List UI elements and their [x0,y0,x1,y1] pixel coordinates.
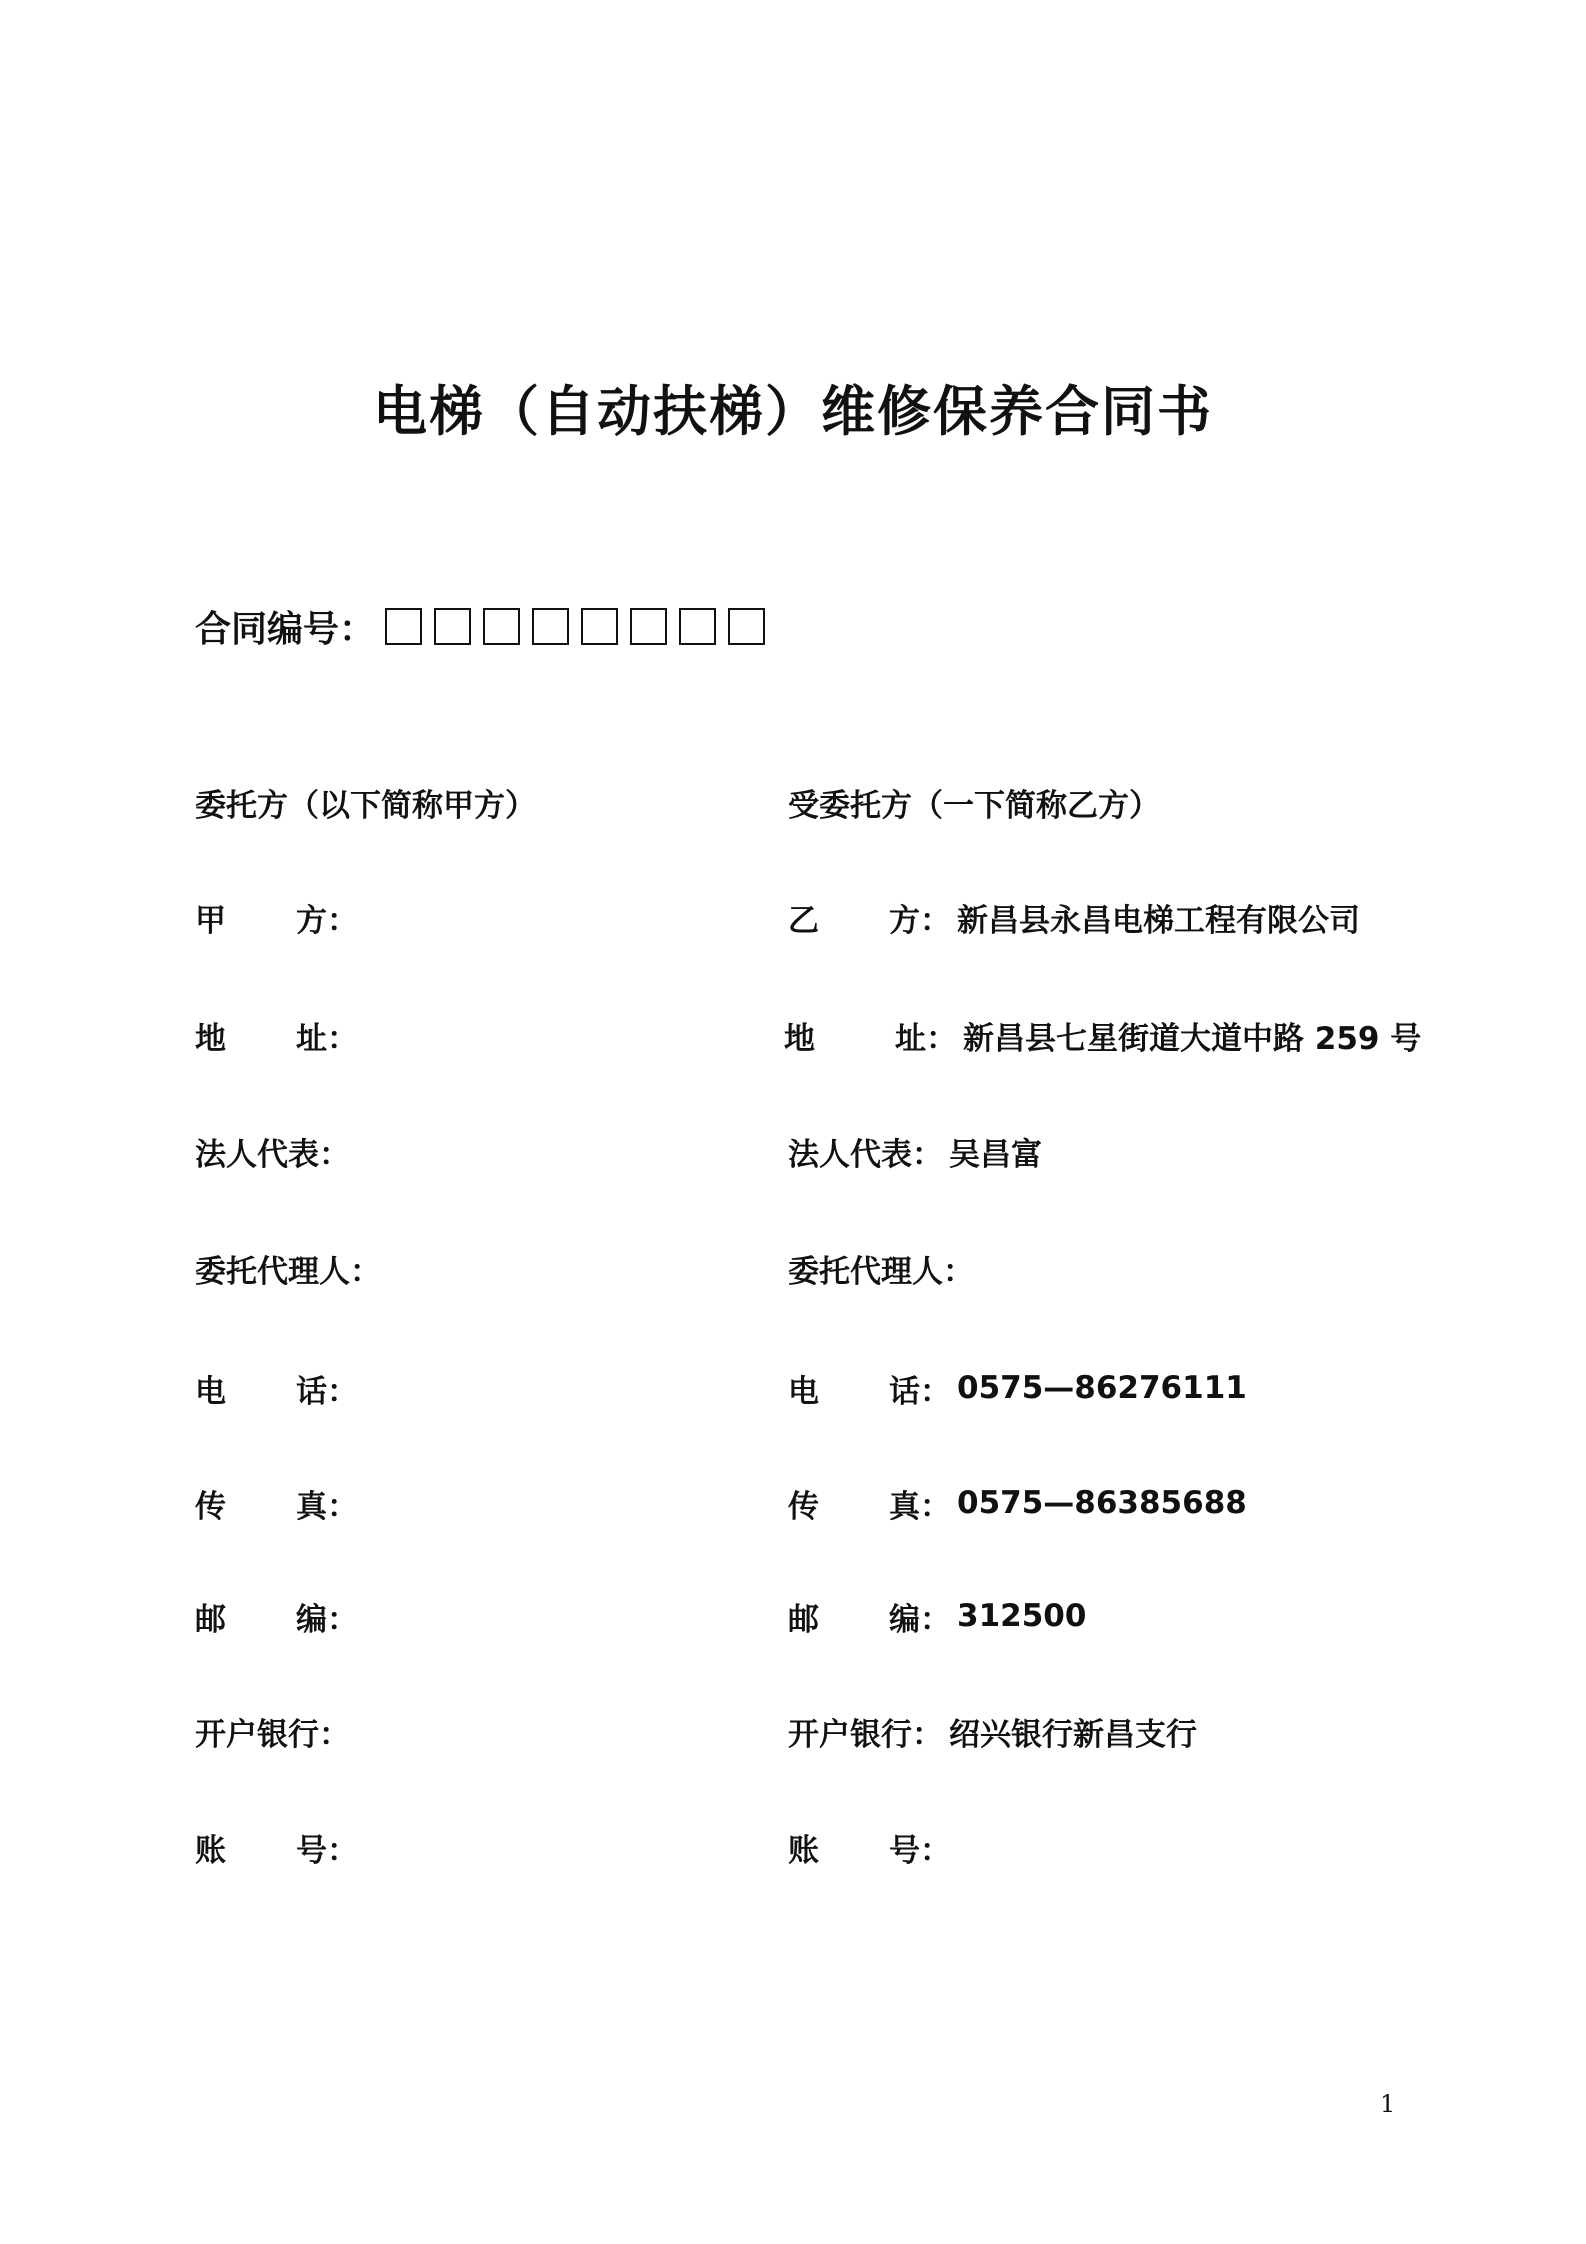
label-char: 话 [889,1373,920,1410]
party-b-header-text: 受委托方（一下简称乙方） [788,787,1160,824]
colon: ： [327,1832,358,1869]
party-b-postcode-row [788,1591,1086,1641]
contract-number-box[interactable] [385,608,422,645]
party-b-legal-rep-row [788,1126,1042,1176]
party-b-phone-value: 0575—86276111 [957,1370,1247,1406]
party-a-agent-label: 委托代理人 [195,1253,350,1290]
colon: ： [319,1136,350,1173]
label-char: 乙 [788,902,819,939]
party-a-address-label [195,1013,327,1058]
party-b-account-row [788,1822,951,1872]
party-b-bank-row [788,1706,1197,1756]
label-char: 传 [788,1488,819,1525]
label-char: 编 [889,1601,920,1638]
colon: ： [920,1601,951,1638]
contract-number-box[interactable] [483,608,520,645]
party-b-address-value: 新昌县七星街道大道中路 259 号 [963,1020,1422,1057]
party-a-postcode-label [195,1594,327,1639]
label-char: 甲 [195,902,226,939]
label-char: 邮 [788,1601,819,1638]
party-b-bank-label: 开户银行 [788,1716,912,1753]
party-b-fax-value: 0575—86385688 [957,1485,1247,1521]
party-a-address-row [195,1010,358,1060]
party-a-account-row [195,1822,358,1872]
party-b-bank-value: 绍兴银行新昌支行 [949,1716,1197,1753]
party-b-postcode-value: 312500 [957,1598,1087,1634]
party-a-name-label [195,895,327,940]
party-b-agent-label: 委托代理人 [788,1253,943,1290]
colon: ： [327,1373,358,1410]
label-char: 方 [296,902,327,939]
contract-number-label: 合同编号： [195,608,376,650]
party-b-address-row [784,1010,1421,1060]
contract-number-boxes [385,608,777,645]
party-a-legal-rep-label: 法人代表 [195,1136,319,1173]
label-char: 电 [788,1373,819,1410]
colon: ： [920,1488,951,1525]
label-char: 号 [889,1832,920,1869]
contract-number-box[interactable] [532,608,569,645]
colon: ： [350,1253,381,1290]
party-b-name-label [788,895,920,940]
label-char: 方 [889,902,920,939]
label-char: 电 [195,1373,226,1410]
colon: ： [926,1020,957,1057]
colon: ： [912,1716,943,1753]
colon: ： [920,1832,951,1869]
party-b-address-label [784,1013,926,1058]
party-a-name-row [195,892,358,942]
party-b-agent-row [788,1243,974,1293]
label-char: 账 [195,1832,226,1869]
colon: ： [920,1373,951,1410]
label-char: 话 [296,1373,327,1410]
colon: ： [327,1601,358,1638]
label-char: 地 [195,1020,226,1057]
contract-number-box[interactable] [434,608,471,645]
party-a-fax-row [195,1478,358,1528]
party-a-bank-label: 开户银行 [195,1716,319,1753]
party-b-header [788,777,1160,827]
label-char: 账 [788,1832,819,1869]
party-b-fax-row [788,1478,1247,1528]
colon: ： [920,902,951,939]
page-title: 电梯（自动扶梯）维修保养合同书 [373,380,1213,443]
contract-number-box[interactable] [679,608,716,645]
party-b-account-label [788,1825,920,1870]
contract-number-box[interactable] [728,608,765,645]
party-a-bank-row [195,1706,350,1756]
colon: ： [327,1020,358,1057]
party-b-postcode-label [788,1594,920,1639]
party-a-header [195,777,536,827]
label-char: 传 [195,1488,226,1525]
label-char: 地 [784,1020,815,1057]
label-char: 编 [296,1601,327,1638]
label-char: 真 [889,1488,920,1525]
party-a-phone-row [195,1363,358,1413]
party-b-name-value: 新昌县永昌电梯工程有限公司 [957,902,1360,939]
party-a-agent-row [195,1243,381,1293]
party-b-name-row [788,892,1360,942]
colon: ： [319,1716,350,1753]
colon: ： [327,1488,358,1525]
label-char: 址 [895,1020,926,1057]
contract-number-box[interactable] [581,608,618,645]
contract-number-box[interactable] [630,608,667,645]
party-b-legal-rep-label: 法人代表 [788,1136,912,1173]
label-char: 真 [296,1488,327,1525]
label-char: 邮 [195,1601,226,1638]
party-a-header-text: 委托方（以下简称甲方） [195,787,536,824]
contract-number-row [195,596,777,656]
party-a-account-label [195,1825,327,1870]
party-b-fax-label [788,1481,920,1526]
party-a-fax-label [195,1481,327,1526]
party-b-legal-rep-value: 吴昌富 [949,1136,1042,1173]
page-number: 1 [1380,2090,1396,2118]
party-a-legal-rep-row [195,1126,350,1176]
label-char: 址 [296,1020,327,1057]
colon: ： [327,902,358,939]
colon: ： [912,1136,943,1173]
party-b-phone-label [788,1366,920,1411]
party-a-postcode-row [195,1591,358,1641]
party-b-phone-row [788,1363,1247,1413]
label-char: 号 [296,1832,327,1869]
colon: ： [943,1253,974,1290]
party-a-phone-label [195,1366,327,1411]
